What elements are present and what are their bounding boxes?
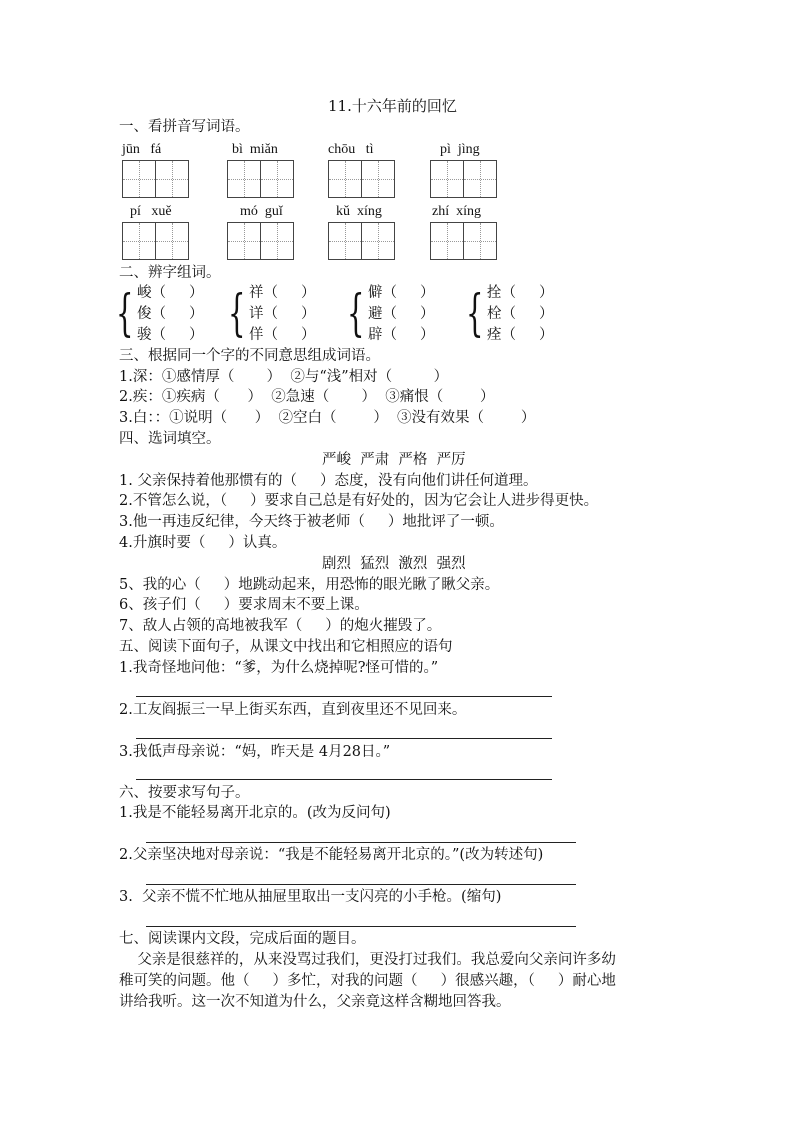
char-group-item: 僻（ ） <box>368 285 435 301</box>
writing-box[interactable] <box>430 222 464 260</box>
passage-line: 父亲是很慈祥的，从来没骂过我们，更没打过我们。我总爱向父亲问许多幼 <box>119 952 616 968</box>
pinyin-label: pí xuě <box>130 204 172 219</box>
writing-box[interactable] <box>430 160 464 198</box>
char-group-item: 栓（ ） <box>487 306 554 322</box>
answer-line[interactable] <box>146 884 576 885</box>
section-5-heading: 五、阅读下面句子，从课文中找出和它相照应的语句 <box>119 639 453 655</box>
question-line: 2.不管怎么说，（ ）要求自己总是有好处的，因为它会让人进步得更快。 <box>119 493 599 509</box>
answer-line[interactable] <box>146 926 576 927</box>
pinyin-label: kǔ xíng <box>336 204 382 219</box>
question-line: 1.深：①感情厚（ ） ②与“浅”相对（ ） <box>119 369 449 385</box>
page-title: 11.十六年前的回忆 <box>328 97 457 115</box>
question-line: 3.白：：①说明（ ） ②空白（ ） ③没有效果（ ） <box>119 410 536 426</box>
writing-box[interactable] <box>328 160 362 198</box>
question-line: 2.父亲坚决地对母亲说：“我是不能轻易离开北京的。”(改为转述句) <box>119 847 544 863</box>
pinyin-label: zhí xíng <box>432 204 481 219</box>
char-group-item: 痊（ ） <box>487 327 554 343</box>
question-line: 3.我低声母亲说：“妈，昨天是 4月28日。” <box>119 744 391 760</box>
passage-line: 讲给我听。这一次不知道为什么，父亲竟这样含糊地回答我。 <box>119 994 511 1010</box>
char-group-item: 佯（ ） <box>249 327 316 343</box>
question-line: 7、敌人占领的高地被我军（ ）的炮火摧毁了。 <box>119 618 442 634</box>
question-line: 4.升旗时要（ ）认真。 <box>119 535 287 551</box>
answer-line[interactable] <box>136 779 552 780</box>
pinyin-label: jūn fá <box>122 142 162 157</box>
char-group-item: 拴（ ） <box>487 285 554 301</box>
question-line: 2.疾：①疾病（ ） ②急速（ ） ③痛恨（ ） <box>119 389 495 405</box>
pinyin-label: mó guǐ <box>240 204 283 219</box>
writing-box[interactable] <box>260 160 294 198</box>
writing-box[interactable] <box>155 160 189 198</box>
pinyin-label: chōu tì <box>328 142 374 157</box>
passage-line: 稚可笑的问题。他（ ）多忙，对我的问题（ ）很感兴趣，（ ）耐心地 <box>119 973 616 989</box>
question-line: 3. 父亲不慌不忙地从抽屉里取出一支闪亮的小手枪。(缩句) <box>119 889 502 905</box>
writing-box[interactable] <box>122 160 156 198</box>
writing-box[interactable] <box>260 222 294 260</box>
section-2-heading: 二、辨字组词。 <box>119 265 221 281</box>
writing-box[interactable] <box>227 222 261 260</box>
brace-icon: { <box>228 284 246 342</box>
word-bank: 严峻 严肃 严格 严厉 <box>322 452 466 468</box>
question-line: 1. 父亲保持着他那惯有的（ ）态度，没有向他们讲任何道理。 <box>119 473 538 489</box>
writing-box[interactable] <box>122 222 156 260</box>
writing-box[interactable] <box>463 160 497 198</box>
brace-icon: { <box>347 284 365 342</box>
section-7-heading: 七、阅读课内文段，完成后面的题目。 <box>119 931 366 947</box>
char-group-item: 避（ ） <box>368 306 435 322</box>
section-4-heading: 四、选词填空。 <box>119 431 221 447</box>
answer-line[interactable] <box>146 842 576 843</box>
section-6-heading: 六、按要求写句子。 <box>119 785 250 801</box>
writing-box[interactable] <box>227 160 261 198</box>
question-line: 6、孩子们（ ）要求周末不要上课。 <box>119 597 369 613</box>
question-line: 3.他一再违反纪律，今天终于被老师（ ）地批评了一顿。 <box>119 514 504 530</box>
answer-line[interactable] <box>136 696 552 697</box>
char-group-item: 祥（ ） <box>249 285 316 301</box>
char-group-item: 俊（ ） <box>137 306 204 322</box>
writing-box[interactable] <box>155 222 189 260</box>
answer-line[interactable] <box>136 738 552 739</box>
writing-box[interactable] <box>361 160 395 198</box>
char-group-item: 峻（ ） <box>137 285 204 301</box>
question-line: 1.我是不能轻易离开北京的。(改为反问句) <box>119 805 391 821</box>
pinyin-label: pì jìng <box>440 142 480 157</box>
word-bank: 剧烈 猛烈 激烈 强烈 <box>322 556 466 572</box>
section-3-heading: 三、根据同一个字的不同意思组成词语。 <box>119 348 380 364</box>
question-line: 2.工友阎振三一早上街买东西，直到夜里还不见回来。 <box>119 702 467 718</box>
char-group-item: 辟（ ） <box>368 327 435 343</box>
writing-box[interactable] <box>328 222 362 260</box>
writing-box[interactable] <box>361 222 395 260</box>
question-line: 1.我奇怪地问他：“爹，为什么烧掉呢?怪可惜的。” <box>119 660 439 676</box>
char-group-item: 骏（ ） <box>137 327 204 343</box>
pinyin-label: bì miǎn <box>232 142 278 157</box>
char-group-item: 详（ ） <box>249 306 316 322</box>
brace-icon: { <box>466 284 484 342</box>
writing-box[interactable] <box>463 222 497 260</box>
brace-icon: { <box>116 284 134 342</box>
section-1-heading: 一、看拼音写词语。 <box>119 119 250 135</box>
question-line: 5、我的心（ ）地跳动起来，用恐怖的眼光瞅了瞅父亲。 <box>119 577 500 593</box>
